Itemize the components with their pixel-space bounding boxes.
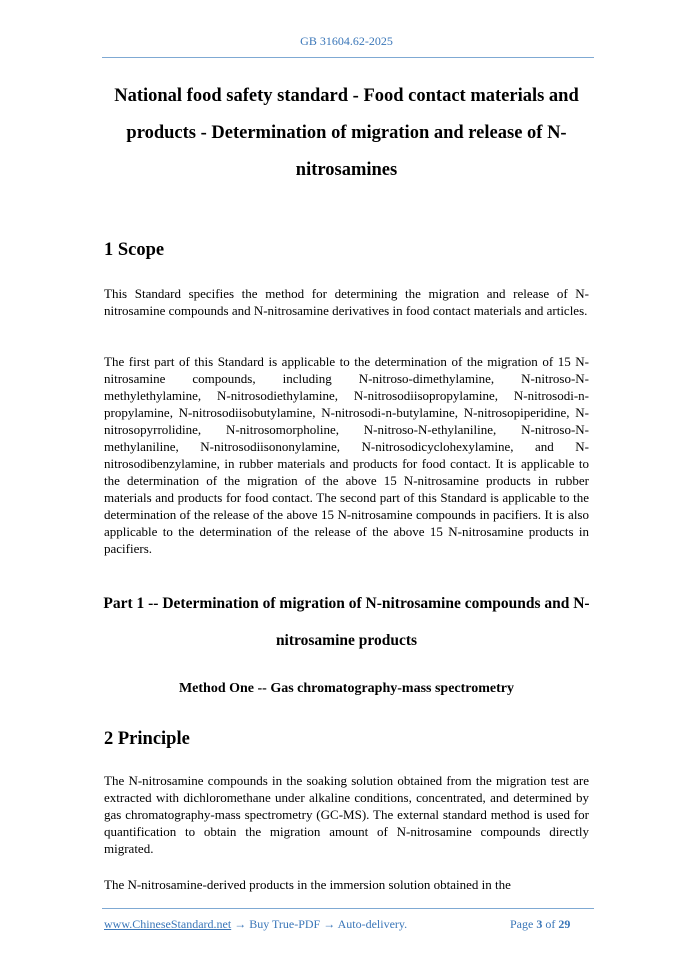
section-heading-scope: 1 Scope — [104, 240, 165, 260]
document-title: National food safety standard - Food contact materials and products - Determination of migration and release of N-nitrosamines — [114, 86, 579, 180]
page-label: Page — [510, 917, 534, 931]
principle-paragraph-1: The N-nitrosamine compounds in the soaking solution obtained from the migration test are extracted with dichloromethane under alkaline conditions, concentrated, and determined by gas chromatography-mass spectrometry (GC-MS). The external standard method is used for quantification to obtain the migration amount of N-nitrosamine compounds directly migrated. — [104, 773, 589, 856]
page-of: of — [545, 917, 556, 931]
page-total: 29 — [558, 917, 571, 931]
page-current: 3 — [536, 917, 543, 931]
arrow-icon: → — [234, 917, 247, 931]
website-link[interactable]: www.ChineseStandard.net — [104, 917, 232, 931]
footer-divider — [102, 908, 594, 909]
section-heading-principle: 2 Principle — [104, 729, 190, 749]
scope-paragraph-2: The first part of this Standard is applicable to the determination of the migration of 15 N-nitrosamine compounds, including N-nitroso-dimethylamine, N-nitroso-N-methylethylamine, N-nitrosodiethylamine, N-nitrosodiisopropylamine, N-nitrosodi-n-propylamine, N-nitrosodiisobutylamine, N-nitrosodi-n-butylamine, N-nitrosopiperidine, N-nitrosopyrrolidine, N-nitrosomorpholine, N-nitroso-N-ethylaniline, N-nitroso-N-methylaniline, N-nitrosodiisononylamine, N-nitrosodicyclohexylamine, and N-nitrosodibenzylamine, in rubber materials and products for food contact. It is applicable to the determination of the migration of the above 15 N-nitrosamine products in rubber materials and products for food contact. The second part of this Standard is applicable to the determination of the release of the above 15 N-nitrosamine compounds in pacifiers. It is also applicable to the determination of the release of the above 15 N-nitrosamine products in pacifiers. — [104, 354, 589, 556]
header-doc-number: GB 31604.62-2025 — [300, 34, 393, 48]
header-divider — [102, 57, 594, 58]
arrow-icon: → — [323, 917, 336, 931]
page-indicator — [510, 917, 570, 932]
principle-paragraph-2: The N-nitrosamine-derived products in the immersion solution obtained in the — [104, 877, 511, 892]
auto-delivery-text: Auto-delivery. — [337, 917, 408, 931]
footer-links — [104, 917, 407, 932]
part1-heading: Part 1 -- Determination of migration of N-nitrosamine compounds and N-nitrosamine products — [103, 595, 590, 649]
scope-paragraph-1: This Standard specifies the method for determining the migration and release of N-nitrosamine compounds and N-nitrosamine derivatives in food contact materials and articles. — [104, 286, 589, 318]
buy-pdf-link[interactable]: Buy True-PDF — [249, 917, 321, 931]
method-heading: Method One -- Gas chromatography-mass spectrometry — [178, 681, 515, 696]
